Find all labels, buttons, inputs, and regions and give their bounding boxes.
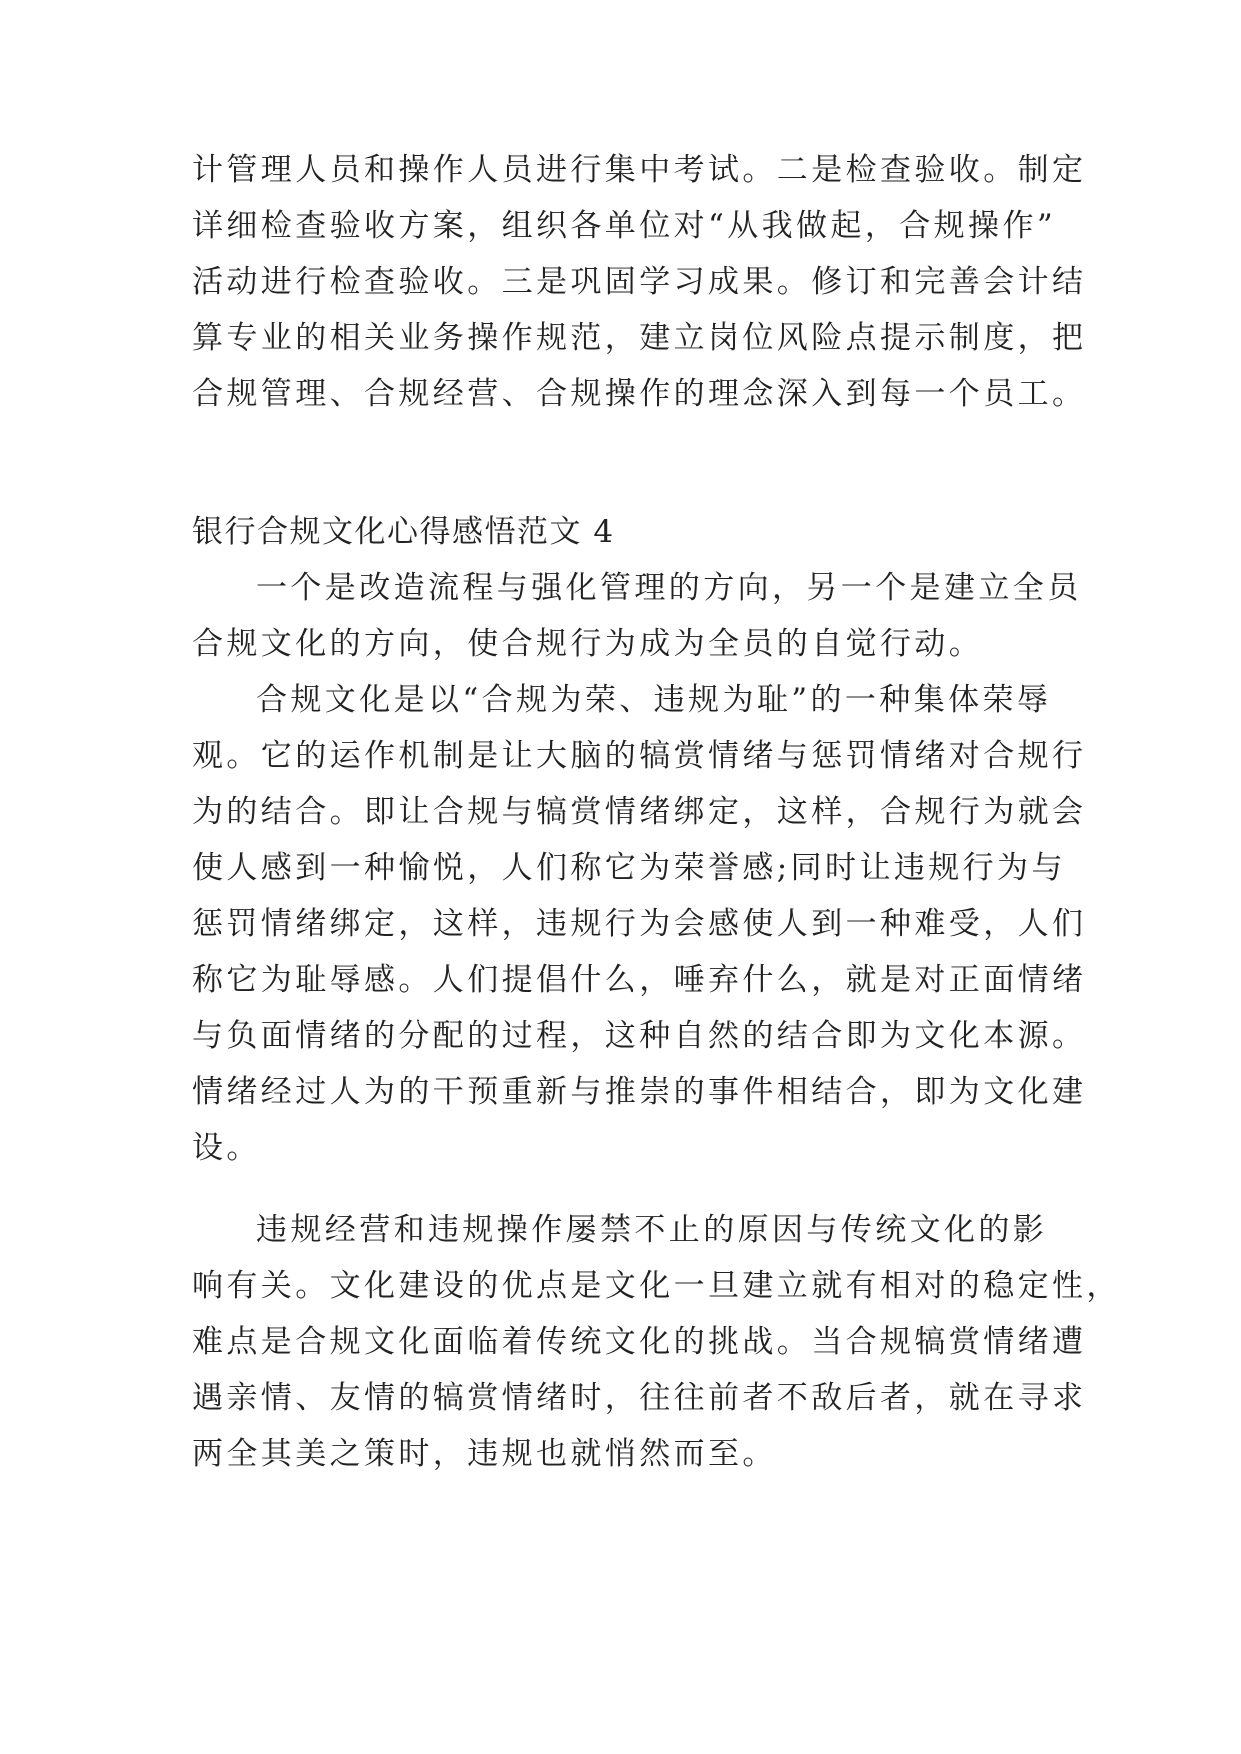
paragraph-line: 使人感到一种愉悦，人们称它为荣誉感;同时让违规行为与 (192, 850, 1066, 886)
paragraph-line: 观。它的运作机制是让大脑的犒赏情绪与惩罚情绪对合规行 (192, 738, 1087, 774)
paragraph-line: 与负面情绪的分配的过程，这种自然的结合即为文化本源。 (192, 1018, 1087, 1054)
paragraph-line: 为的结合。即让合规与犒赏情绪绑定，这样，合规行为就会 (192, 794, 1087, 830)
paragraph-line: 计管理人员和操作人员进行集中考试。二是检查验收。制定 (192, 152, 1087, 188)
paragraph-line: 惩罚情绪绑定，这样，违规行为会感使人到一种难受，人们 (192, 906, 1087, 942)
section-title: 银行合规文化心得感悟范文 4 (192, 514, 615, 550)
paragraph-line: 违规经营和违规操作屡禁不止的原因与传统文化的影 (256, 1212, 1048, 1248)
paragraph-line: 合规管理、合规经营、合规操作的理念深入到每一个员工。 (192, 376, 1087, 412)
paragraph-line: 响有关。文化建设的优点是文化一旦建立就有相对的稳定性， (192, 1268, 1121, 1304)
paragraph-line: 两全其美之策时，违规也就悄然而至。 (192, 1436, 777, 1472)
paragraph-line: 遇亲情、友情的犒赏情绪时，往往前者不敌后者，就在寻求 (192, 1380, 1087, 1416)
paragraph-line: 一个是改造流程与强化管理的方向，另一个是建立全员 (256, 570, 1082, 606)
paragraph-line: 设。 (192, 1130, 261, 1166)
paragraph-line: 算专业的相关业务操作规范，建立岗位风险点提示制度，把 (192, 320, 1087, 356)
paragraph-line: 详细检查验收方案，组织各单位对“从我做起，合规操作” (192, 208, 1057, 244)
paragraph-line: 情绪经过人为的干预重新与推崇的事件相结合，即为文化建 (192, 1074, 1087, 1110)
paragraph-line: 合规文化是以“合规为荣、违规为耻”的一种集体荣辱 (256, 682, 1052, 718)
paragraph-line: 难点是合规文化面临着传统文化的挑战。当合规犒赏情绪遭 (192, 1324, 1087, 1360)
paragraph-line: 活动进行检查验收。三是巩固学习成果。修订和完善会计结 (192, 264, 1087, 300)
paragraph-line: 合规文化的方向，使合规行为成为全员的自觉行动。 (192, 626, 984, 662)
paragraph-line: 称它为耻辱感。人们提倡什么，唾弃什么，就是对正面情绪 (192, 962, 1087, 998)
